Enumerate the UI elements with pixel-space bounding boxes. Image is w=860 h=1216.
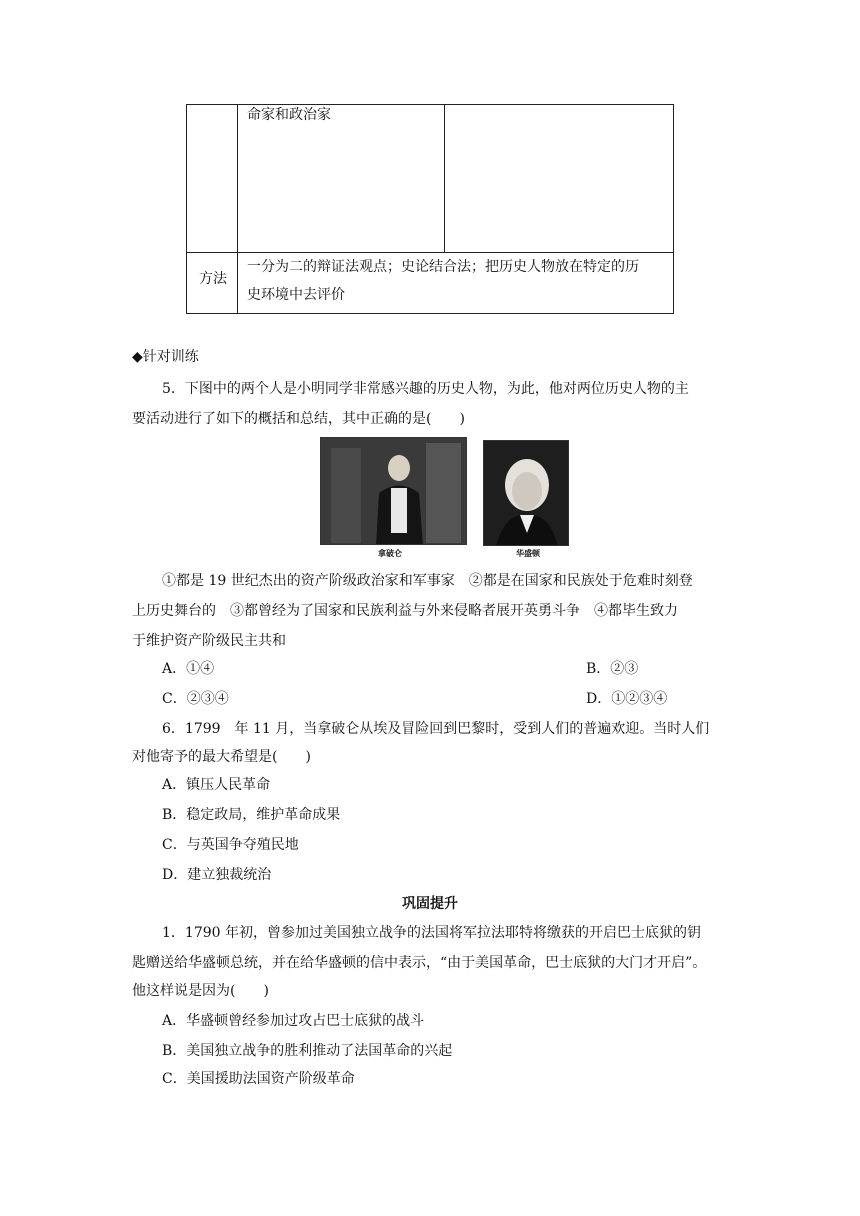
section-heading: ◆针对训练 [132, 349, 199, 365]
question-text: 5．下图中的两个人是小明同学非常感兴趣的历史人物，为此，他对两位历史人物的主 [162, 381, 689, 397]
option-c[interactable]: C．与英国争夺殖民地 [162, 837, 299, 853]
option-d[interactable]: D．①②③④ [586, 691, 668, 707]
statement-text: ①都是 19 世纪杰出的资产阶级政治家和军事家 ②都是在国家和民族处于危难时刻登 [162, 573, 693, 589]
option-b[interactable]: B．美国独立战争的胜利推动了法国革命的兴起 [162, 1043, 453, 1059]
table-cell: 一分为二的辩证法观点；史论结合法；把历史人物放在特定的历 [247, 259, 639, 275]
portrait-caption: 拿破仑 [378, 549, 402, 558]
option-c[interactable]: C．美国援助法国资产阶级革命 [162, 1071, 355, 1087]
question-text: 1．1790 年初，曾参加过美国独立战争的法国将军拉法耶特将缴获的开启巴士底狱的钥 [162, 925, 701, 941]
table-cell: 命家和政治家 [247, 107, 331, 123]
option-b[interactable]: B．稳定政局，维护革命成果 [162, 807, 341, 823]
table-divider [444, 105, 445, 252]
question-text: 他这样说是因为( ) [132, 983, 269, 999]
statement-text: 于维护资产阶级民主共和 [132, 633, 286, 649]
table-row-label: 方法 [199, 271, 227, 287]
portrait-caption: 华盛顿 [516, 549, 540, 558]
statement-text: 上历史舞台的 ③都曾经为了国家和民族利益与外来侵略者展开英勇斗争 ④都毕生致力 [132, 603, 678, 619]
question-text: 要活动进行了如下的概括和总结，其中正确的是( ) [132, 411, 465, 427]
table-divider [237, 105, 238, 313]
option-c[interactable]: C．②③④ [162, 691, 229, 707]
option-d[interactable]: D．建立独裁统治 [162, 867, 272, 883]
option-a[interactable]: A．①④ [162, 661, 215, 677]
table-cell: 史环境中去评价 [247, 287, 345, 303]
section-heading: 巩固提升 [402, 896, 458, 912]
washington-portrait [483, 440, 569, 546]
napoleon-portrait [320, 437, 467, 545]
option-a[interactable]: A．华盛顿曾经参加过攻占巴士底狱的战斗 [162, 1013, 425, 1029]
option-a[interactable]: A．镇压人民革命 [162, 777, 271, 793]
option-b[interactable]: B．②③ [586, 661, 639, 677]
question-text: 对他寄予的最大希望是( ) [132, 749, 311, 765]
question-text: 匙赠送给华盛顿总统，并在给华盛顿的信中表示，“由于美国革命，巴士底狱的大门才开启”。 [132, 955, 707, 971]
question-text: 6．1799 年 11 月，当拿破仑从埃及冒险回到巴黎时，受到人们的普遍欢迎。当时人们 [162, 721, 710, 737]
summary-table [186, 104, 674, 314]
